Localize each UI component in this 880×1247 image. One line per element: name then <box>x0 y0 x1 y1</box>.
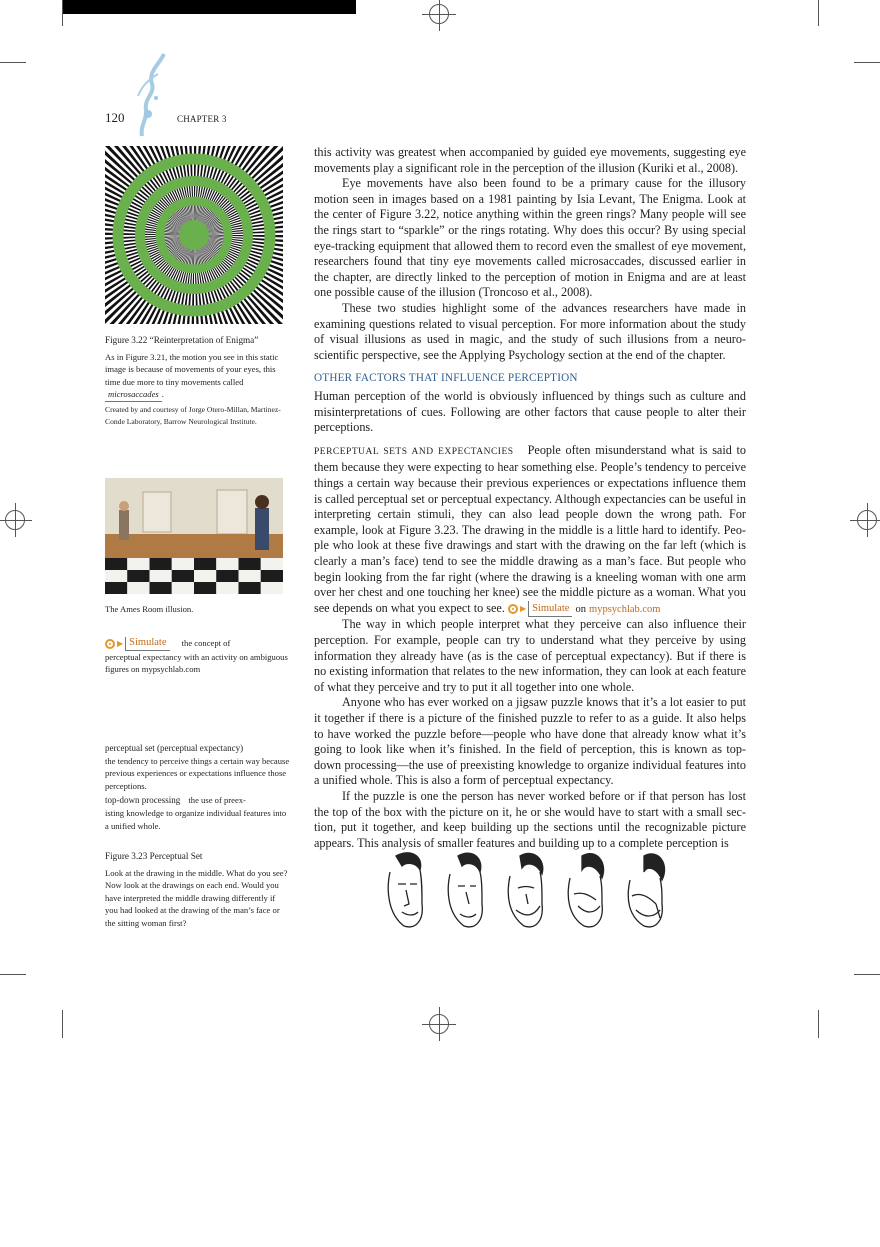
crop-mark <box>0 62 26 63</box>
paragraph: this activity was greatest when accompanied by guided eye movements, suggesting eye movements play a significant role in the perception of the illusion (Kuriki et al., 2008). <box>314 145 746 175</box>
page-number: 120 <box>105 110 125 125</box>
crop-mark <box>818 0 819 26</box>
floor-tile <box>127 570 149 582</box>
section-heading: OTHER FACTORS THAT INFLUENCE PERCEPTION <box>314 372 578 384</box>
floor-tile <box>172 582 194 594</box>
crop-mark <box>818 1010 819 1038</box>
drawing-mostly-man <box>448 853 482 927</box>
registration-mark <box>429 1014 449 1034</box>
body-column-bottom <box>314 389 746 851</box>
drawing-mostly-woman <box>568 854 603 927</box>
registration-mark <box>857 510 877 530</box>
crop-mark <box>854 62 880 63</box>
enigma-illusion-image <box>105 146 283 324</box>
paragraph-text: People often misunderstand what is said to them because they were expecting to hear something else. People’s tendency to perceive things a certain way because their previous experiences or expectations influence them is called perceptual set or perceptual expectancy. Although expectancies can be useful in interpreting certain stimuli, they can also lead people down the wrong path. For example, look at Figure 3.23. The drawing in the middle is a little hard to identify. Peo-ple who look at these five drawings and start with the drawing on the far left (which is clearly a man’s face) tend to see the middle drawing as a man’s face. But people who begin looking from the far right (where the drawing is a kneeling woman with one arm over her chest and one touching her knee) see the middle picture as a woman. What you see depends on what you expect to see. <box>314 442 746 615</box>
floor-tile <box>150 558 172 570</box>
crop-mark <box>854 974 880 975</box>
arrow-icon: ▶ <box>117 638 124 648</box>
ames-caption: The Ames Room illusion. <box>105 604 194 614</box>
floor-tile <box>216 570 238 582</box>
image-credit: Created by and courtesy of Jorge Otero-Millan, Martinez-Conde Laboratory, Barrow Neurological Institute. <box>105 404 281 426</box>
floor-tile <box>239 558 261 570</box>
glossary-definition-cont: isting knowledge to organize individual features into a unified whole. <box>105 807 287 831</box>
registration-mark <box>429 4 449 24</box>
figure-3-22-caption <box>105 334 290 428</box>
simulate-label: Simulate <box>125 637 169 651</box>
on-text: on <box>575 603 586 615</box>
crop-mark <box>62 1010 63 1038</box>
drawing-ambiguous <box>508 853 543 926</box>
paragraph: The way in which people interpret what they perceive can also influence their perception. For example, people can try to understand what they perceive by using information they already have (as is the case of perceptual expectancy). But if there is no existing information that relates to the new information, they can look at each feature of what they perceive and try to put it all together into one whole. <box>314 617 746 694</box>
figure-title: Figure 3.23 Perceptual Set <box>105 851 203 861</box>
paragraph: If the puzzle is one the person has never worked before or if that person has lost the top of the box with the picture on it, he or she would have to start with a small sec-tion, put it together, and keep building up the sections until the recognizable picture appears. This analysis of smaller features and building up to a complete perception is <box>314 788 746 850</box>
water-splash-logo <box>128 52 174 138</box>
registration-mark <box>5 510 25 530</box>
crop-mark <box>62 0 63 26</box>
floor-tile <box>127 582 149 594</box>
floor-tile <box>150 570 172 582</box>
figure-title: Figure 3.22 “Reinterpretation of Enigma” <box>105 335 259 345</box>
drawing-man-face <box>388 853 422 927</box>
body-column-top <box>314 145 746 363</box>
figure-3-23-caption <box>105 850 290 930</box>
perceptual-set-drawings <box>376 850 676 932</box>
floor-tile <box>105 570 127 582</box>
run-in-heading: PERCEPTUAL SETS AND EXPECTANCIES <box>314 446 514 457</box>
floor-tile <box>172 558 194 570</box>
floor-tile <box>261 558 283 570</box>
paragraph <box>314 443 746 618</box>
simulate-label: Simulate <box>528 601 572 618</box>
glossary <box>105 742 290 832</box>
simulate-inline-link[interactable] <box>508 601 573 618</box>
floor-tile <box>194 582 216 594</box>
caption-end: . <box>161 389 164 400</box>
crop-bar <box>62 0 356 14</box>
floor-tile <box>150 582 172 594</box>
floor-tile <box>216 558 238 570</box>
simulate-icon <box>508 604 518 614</box>
floor-tile <box>216 582 238 594</box>
paragraph: These two studies highlight some of the advances researchers have made in examining questions related to visual perception. For more information about the study of visual illusions as used in magic, and the study of such illusions from a neuro-scientific perspective, see the Applying Psychology section at the end of the chapter. <box>314 300 746 362</box>
simulate-text: the concept of <box>181 638 231 648</box>
paragraph: Human perception of the world is obviously influenced by things such as culture and misinterpretations of cues. Following are other factors that cause people to alter their perceptions. <box>314 389 746 435</box>
drawing-kneeling-woman <box>628 854 664 927</box>
simulate-link[interactable] <box>105 637 170 651</box>
floor-tile <box>172 570 194 582</box>
fill-in-blank: microsaccades <box>105 388 162 402</box>
mypsychlab-link[interactable]: mypsychlab.com <box>589 603 661 615</box>
paragraph: Anyone who has ever worked on a jigsaw puzzle knows that it’s a lot easier to put it together if there is a picture of the finished puzzle to refer to as a guide. It also helps to have worked the puzzle before—people who have done that already know what it’s going to look like when it’s finished. In the field of perception, this is known as top-down processing—the use of preexisting knowledge to organize individual features into a unified whole. This is also a form of perceptual expectancy. <box>314 695 746 788</box>
glossary-definition: the use of preex- <box>188 795 246 806</box>
floor-tile <box>261 582 283 594</box>
ames-room-photo <box>105 478 283 594</box>
floor-tile <box>105 582 127 594</box>
paragraph: Eye movements have also been found to be a primary cause for the illusory motion seen in images based on a 1981 painting by Isia Levant, The Enigma. Look at the center of Figure 3.22, notice anything within the green rings? Many people will see the rings start to “sparkle” or the rings rotating. Why does this occur? By using special eye-tracking equipment that allowed them to record even the smallest of eye movement, researchers found that tiny eye movements called microsaccades, discussed earlier in the chapter, are directly linked to the perception of motion in Enigma and are at least one possible cause of the illusion (Troncoso et al., 2008). <box>314 176 746 300</box>
simulate-note <box>105 637 290 676</box>
floor-tile <box>239 570 261 582</box>
chapter-label: CHAPTER 3 <box>177 114 227 124</box>
floor-tile <box>194 558 216 570</box>
floor-tile <box>194 570 216 582</box>
floor-tile <box>261 570 283 582</box>
caption-text: As in Figure 3.21, the motion you see in this static image is because of movements of your eyes, this time due more to tiny movements called <box>105 351 279 387</box>
crop-mark <box>0 974 26 975</box>
floor-tile <box>127 558 149 570</box>
arrow-icon: ▶ <box>519 604 527 614</box>
floor-tile <box>239 582 261 594</box>
floor-tile <box>105 558 127 570</box>
simulate-text-cont: perceptual expectancy with an activity on ambiguous figures on mypsychlab.com <box>105 651 288 675</box>
simulate-icon <box>105 639 115 649</box>
caption-text: Look at the drawing in the middle. What do you see? Now look at the drawings on each end. Would you have interpreted the middle drawing differently if you had looked at the drawing of the man’s face or the sitting woman first? <box>105 867 288 928</box>
glossary-definition: the tendency to perceive things a certain way because previous experiences or expectations influence those perceptions. <box>105 755 290 791</box>
glossary-term: perceptual set (perceptual expectancy) <box>105 743 244 753</box>
glossary-term: top-down processing <box>105 795 181 806</box>
